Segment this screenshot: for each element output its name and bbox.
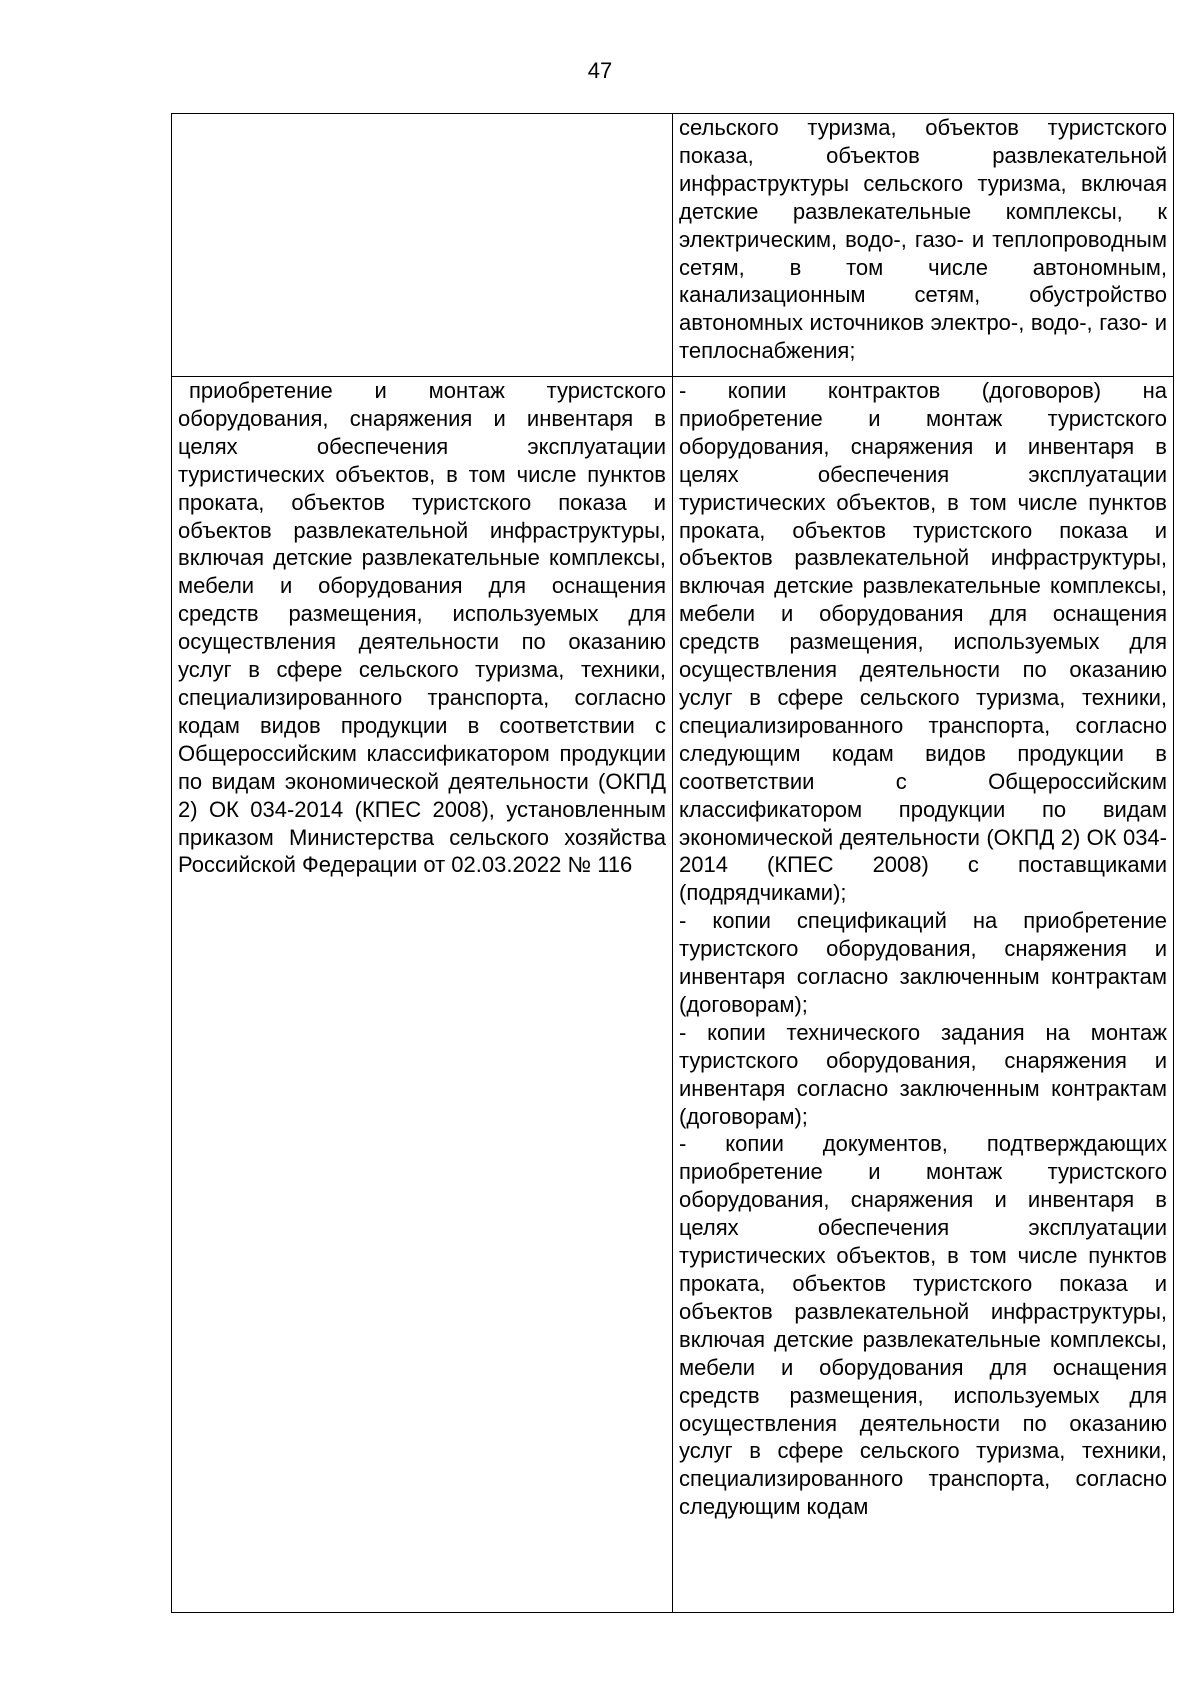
document-list-item: - копии технического задания на монтаж туристского оборудования, снаряжения и инвентаря согласно заключенным контрактам (договорам); <box>679 1019 1167 1129</box>
table-cell-expense-type <box>172 377 673 1613</box>
requirements-table <box>171 113 1174 1613</box>
document-list-item: - копии документов, подтверждающих приобретение и монтаж туристского оборудования, снаряжения и инвентаря в целях обеспечения эксплуатации туристических объектов, в том числе пунктов проката, объектов туристского показа и объектов развлекательной инфраструктуры, включая детские развлекательные комплексы, мебели и оборудования для оснащения средств размещения, используемых для осуществления деятельности по оказанию услуг в сфере сельского туризма, техники, специализированного транспорта, согласно следующим кодам <box>679 1131 1167 1520</box>
document-list-item: - копии спецификаций на приобретение туристского оборудования, снаряжения и инвентаря согласно заключенным контрактам (договорам); <box>679 908 1167 1017</box>
document-list-item: - копии контрактов (договоров) на приобретение и монтаж туристского оборудования, снаряжения и инвентаря в целях обеспечения эксплуатации туристических объектов, в том числе пунктов проката, объектов туристского показа и объектов развлекательной инфраструктуры, включая детские развлекательные комплексы, мебели и оборудования для оснащения средств размещения, используемых для осуществления деятельности по оказанию услуг в сфере сельского туризма, техники, специализированного транспорта, согласно следующим кодам видов продукции в соответствии с Общероссийским классификатором продукции по видам экономической деятельности (ОКПД 2) ОК 034-2014 (КПЕС 2008) с поставщиками (подрядчиками); <box>679 378 1167 906</box>
table-cell-expense-type <box>172 114 673 377</box>
page-number: 47 <box>587 58 613 83</box>
document-paragraph: сельского туризма, объектов туристского показа, объектов развлекательной инфраструктуры сельского туризма, включая детские развлекательные комплексы, к электрическим, водо-, газо- и теплопроводным сетям, в том числе автономным, канализационным сетям, обустройство автономных источников электро-, водо-, газо- и теплоснабжения; <box>679 115 1167 364</box>
table-cell-documents <box>673 377 1174 1613</box>
expense-description: приобретение и монтаж туристского оборудования, снаряжения и инвентаря в целях обеспечения эксплуатации туристических объектов, в том числе пунктов проката, объектов туристского показа и объектов развлекательной инфраструктуры, включая детские развлекательные комплексы, мебели и оборудования для оснащения средств размещения, используемых для осуществления деятельности по оказанию услуг в сфере сельского туризма, техники, специализированного транспорта, согласно кодам видов продукции в соответствии с Общероссийским классификатором продукции по видам экономической деятельности (ОКПД 2) ОК 034-2014 (КПЕС 2008), установленным приказом Министерства сельского хозяйства Российской Федерации от 02.03.2022 № 116 <box>178 378 666 878</box>
table-cell-documents <box>673 114 1174 377</box>
table-row <box>172 114 1174 377</box>
table-row <box>172 377 1174 1613</box>
